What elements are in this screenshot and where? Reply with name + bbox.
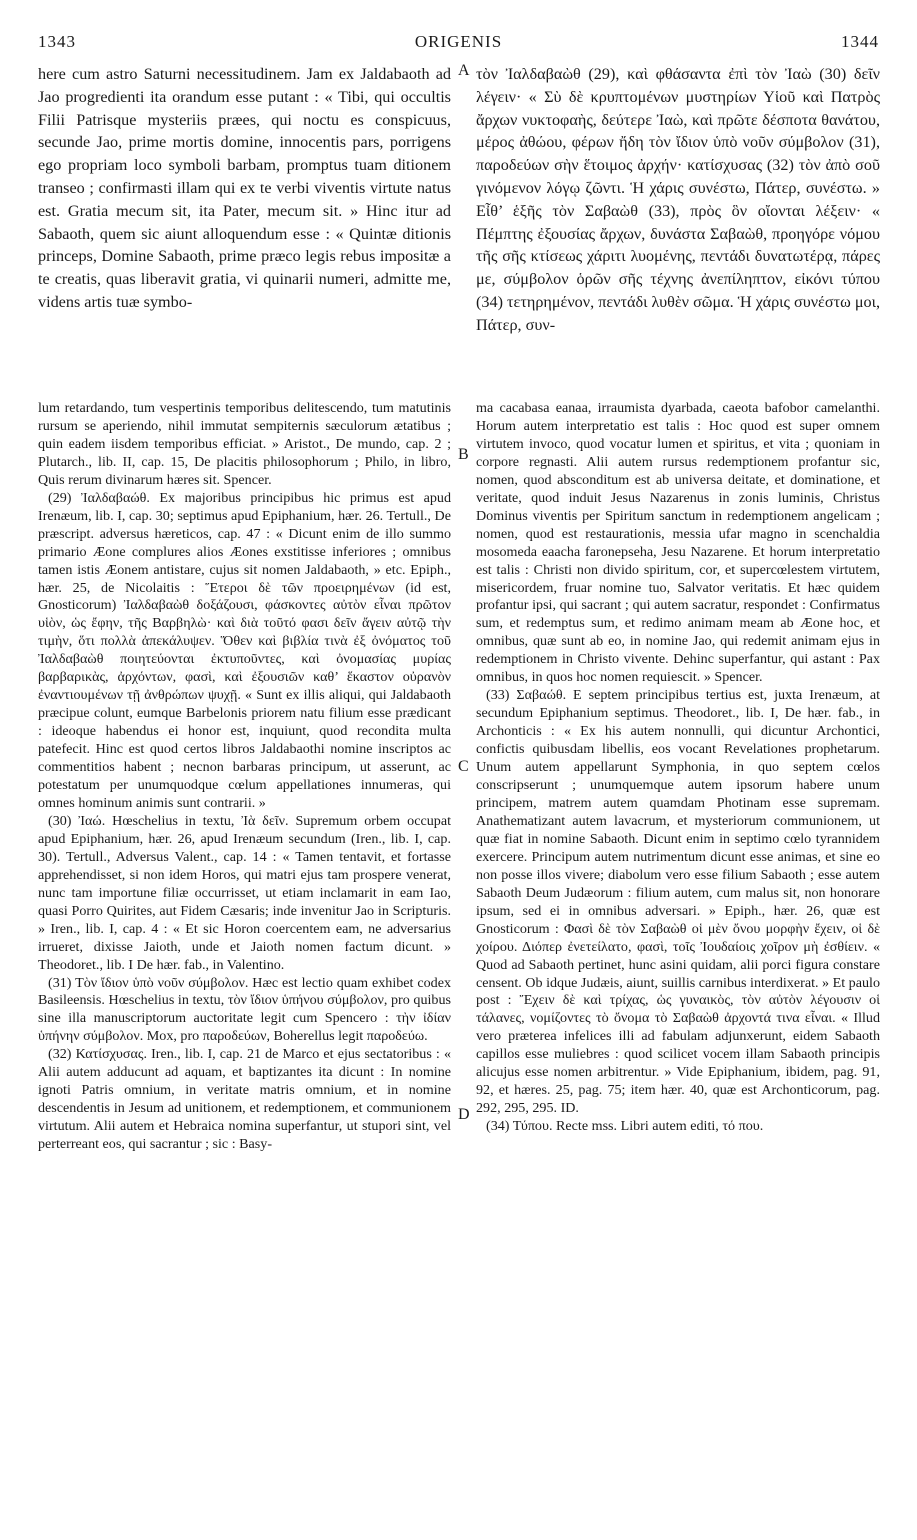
main-text-greek [476,63,880,337]
footnote-continuation: lum retardando, tum vespertinis temporibus delitescendo, tum matutinis rursum se aperiendo, nihil immutat sempiternis sæculorum ætatibus ; quin eadem iisdem temporibus efficiat. » Aristot., De mundo, cap. 2 ; Plutarch., lib. II, cap. 15, De placitis philosophorum ; Philo, in libro, Quis rerum divinarum hæres sit. Spencer. [38,400,451,488]
margin-letter-a: A [458,62,470,79]
running-title: ORIGENIS [414,32,503,51]
footnotes-left [38,400,451,1154]
margin-letter-c: C [458,758,469,775]
margin-letter-b: B [458,446,469,463]
footnotes-right [476,400,880,1136]
footnote-32: (32) Κατίσχυσας. Iren., lib. I, cap. 21 de Marco et ejus sectatoribus : « Alii autem adducunt ad aquam, et baptizantes ita dicunt : In nomine ignoti Patris omnium, in veritate matris omnium, et in nomine descendentis in Jesum ad unitionem, et redemptionem, et communionem virtutum. Alii autem et Hebraica nomina superfantur, ut stupori sint, vel perterreant eos, qui sacrantur ; sic : Basy- [38,1046,451,1153]
footnote-30: (30) Ἰαώ. Hœschelius in textu, Ἰὰ δεῖν. Supremum orbem occupat apud Epiphanium, hær. 26, apud Irenæum secundum (Iren., lib. I, cap. 30). Tertull., Adversus Valent., cap. 14 : « Tamen tentavit, et fortasse apprehendisset, si non idem Horos, qui matri ejus tam prospere venerat, nunc tam importune filiæ occurrisset, ut etiam inclamarit in eam Iao, quasi Porro Quirites, aut Fidem Cæsaris; inde invenitur Jao in Scripturis. » Iren., lib. I, cap. 4 : « Et sic Horon coercentem eam, ne adversarius irrueret, dixisse Jaioth, unde et Jaioth nomen factum dicunt. » Theodoret., lib. I De hær. fab., in Valentino. [38,812,451,973]
footnote-29: (29) Ἰαλδαβαώθ. Ex majoribus principibus hic primus est apud Irenæum, lib. I, cap. 30; septimus apud Epiphanium, hær. 26. Tertull., De præscript. adversus hæreticos, cap. 47 : « Dicunt enim de illo summo primario Æone complures alios Æones exstitisse inferiores ; omnibus tamen istis Æonem antistare, cujus sit nomen Jaldabaoth, » etc. Epiph., hær. 25, de Nicolaitis : Ἕτεροι δὲ τῶν προειρημένων (id est, Gnosticorum) Ἰαλδαβαὼθ δοξάζουσι, φάσκοντες αὐτὸν εἶναι πρῶτον υἱὸν, ὡς ἔφην, τῆς Βαρβηλὼ· καὶ διὰ τοῦτό φασι δεῖν ἄγειν αὐτῷ τὴν τιμὴν, ὅτι πολλὰ ἀπεκάλυψεν. Ὅθεν καὶ βιβλία τινὰ ἐξ ὀνόματος τοῦ Ἰαλδαβαὼθ ποιητεύονται ἐκτυποῦντες, καὶ ὀνομασίας μυρίας βαρβαρικὰς, ἀρχόντων, φασὶ, καὶ ἐξουσιῶν καθ’ ἕκαστον οὐρανὸν ἐναντιουμένων τῇ ἀνθρώπων ψυχῇ. « Sunt ex illis aliqui, qui Jaldabaoth præcipue colunt, eumque Barbelonis priorem natu filium esse prædicant : ideoque habendus ei honor est, inquiunt, quod recondita multa patefecit. Hinc est quod certos libros Jaldabaothi nomine inscriptos ac commentitios habent ; necnon barbaras principum, ut asserunt, ac potestatum per unumquodque cœlum appellationes innumeras, qui omnes hominum animis sunt contrarii. » [38,489,451,811]
running-header [38,32,879,54]
footnote-31: (31) Τὸν ἴδιον ὑπὸ νοῦν σύμβολον. Hæc est lectio quam exhibet codex Basileensis. Hœschelius in textu, τὸν ἴδιον ὑπήνου σύμβολον, pro quibus sine illa manuscriptorum auctoritate legit cum Spencero : τὴν ἰδίαν ὑπήνην σύμβολον. Mox, pro παροδεύων, Boherellus legit παροδεύω. [38,974,451,1045]
greek-paragraph: τὸν Ἰαλδαβαὼθ (29), καὶ φθάσαντα ἐπὶ τὸν Ἰαὼ (30) δεῖν λέγειν· « Σὺ δὲ κρυπτομένων μυστηρίων Υἱοῦ καὶ Πατρὸς ἄρχων νυκτοφαὴς, δεύτερε Ἰαὼ, καὶ πρῶτε δέσποτα θανάτου, μέρος ἀθώου, φέρων ἤδη τὸν ἴδιον ὑπὸ νοῦν σύμβολον (31), παροδεύων σὴν ἕτοιμος ἀρχήν· κατίσχυσας (32) τὸν ἀπὸ σοῦ γινόμενον λόγῳ ζῶντι. Ἡ χάρις συνέστω, Πάτερ, συνέστω. » Εἶθ’ ἑξῆς τὸν Σαβαὼθ (33), πρὸς ὃν οἴονται λέξειν· « Πέμπτης ἐξουσίας ἄρχων, δυνάστα Σαβαὼθ, προηγόρε νόμου τῆς σῆς κτίσεως χάριτι λυομένης, πεντάδι δυνατωτέρᾳ, πάρες με, σύμβολον ὁρῶν σῆς τέχνης ἀνεπίληπτον, εἰκόνι τύπου (34) τετηρημένον, πεντάδι λυθὲν σῶμα. Ἡ χάρις συνέστω μοι, Πάτερ, συν- [476,65,880,334]
margin-letter-d: D [458,1106,470,1123]
footnote-32-continuation: ma cacabasa eanaa, irraumista dyarbada, caeota bafobor camelanthi. Horum autem interpretatio est talis : Hoc quod est super omnem virtutem invoco, quod vocatur lumen et spiritus, et vita ; quoniam in corpore regnasti. Alii autem rursus redemptionem profantur sic, nomen, quod absconditum est ab universa deitate, et dominatione, et veritate, quod induit Jesus Nazarenus in zonis luminis, Christus Dominus viventis per Spiritum sanctum in redemptionem angelicam ; nomen, quod est restaurationis, messia ufar magno in scenchaldia mosomeda eaacha faronepseha, Jesu Nazarene. Et horum interpretatio est talis : Christi non divido spiritum, cor, et supercœlestem virtutem, misericordem, fruar nomine tuo, Salvator veritatis. Et hæc quidem profantur ipsi, qui sacrant ; qui autem sacratur, respondet : Confirmatus sum, et redemptus sum, et redimo animam meam ab Æone hoc, et omnibus, quæ sunt ab eo, in nomine Jao, qui redemit animam ejus in redemptionem in Christo vivente. Dehinc superfantur, qui astant : Pax omnibus, in quos hoc nomen requiescit. » Spencer. [476,400,880,686]
page-number-right: 1344 [841,32,879,51]
main-text-latin [38,63,451,314]
footnote-33: (33) Σαβαώθ. E septem principibus tertius est, juxta Irenæum, at secundum Epiphanium septimus. Theodoret., lib. I, De hær. fab., in Archonticis : « Ex his autem nonnulli, qui dicuntur Archontici, confictis quibusdam libellis, eos vocant Revelationes prophetarum. Unum autem appellarunt Symphonia, in quo septem cœlos conscripserunt ; unumquemque autem ipsorum habere unum principem, matrem autem quamdam Photinam esse supremam. Anathematizant autem lavacrum, et mysteriorum communionem, ut quæ fiat in nomine Sabaoth. Dicunt enim in septimo cœlo tyrannidem exercere. Principum autem nutrimentum dicunt esse animas, et sine eo non posse illos vivere; diabolum vero esse filium Sabaoth ; esse autem Sabaoth Deum Judæorum : filium autem, cum malus sit, non honorare ipsum, sed ei in omnibus adversari. » Epiph., hær. 26, quæ est Gnosticorum : Φασὶ δὲ τὸν Σαβαὼθ οἱ μὲν ὄνου μορφὴν ἔχειν, οἱ δὲ χοίρου. Διόπερ ἐνετείλατο, φασὶ, τοῖς Ἰουδαίοις χοῖρον μὴ ἐσθίειν. « Quod ad Sabaoth pertinet, hunc asini quidam, alii porci figura constare censent. Ob idque Judæis, aiunt, suillis carnibus interdixerat. » Et paulo post : Ἔχειν δὲ καὶ τρίχας, ὡς γυναικὸς, τὸν αὐτὸν λέγουσιν οἱ τάλανες, νομίζοντες τὸ ὄνομα τὸ Σαβαὼθ ἀρχοντά τινα εἶναι. « Illud vero præterea infelices illi ad fabulam adjunxerunt, eidem Sabaoth capillos esse muliebres : quod scilicet vocem illam Sabaoth principis alicujus esse nomen arbitrentur. » Vide Epiphanium, ibidem, pag. 91, 92, et hæres. 25, pag. 75; item hær. 40, quæ est Archonticorum, pag. 292, 295, 295. ID. [476,687,880,1117]
page-number-left: 1343 [38,32,76,51]
latin-paragraph: here cum astro Saturni necessitudinem. Jam ex Jaldabaoth ad Jao progredienti ita orandum esse putant : « Tibi, qui occultis Filii Patrisque mysteriis præes, qui noctu es conspicuus, secunde Jao, prime mortis domine, innocentis pars, porrigens ego propriam loco symboli barbam, promptus tuam ditionem transeo ; confirmasti illam qui ex te verbi viventis virtute natus est. Gratia mecum sit, ita Pater, mecum sit. » Hinc itur ad Sabaoth, quem sic aiunt alloquendum esse : « Quintæ ditionis princeps, Domine Sabaoth, prime præco legis rebus impositæ a te creatis, quas liberavit gratia, vi quinarii numeri, admitte me, videns artis tuæ symbo- [38,65,451,311]
footnote-34: (34) Τύπου. Recte mss. Libri autem editi, τό που. [486,1118,764,1135]
